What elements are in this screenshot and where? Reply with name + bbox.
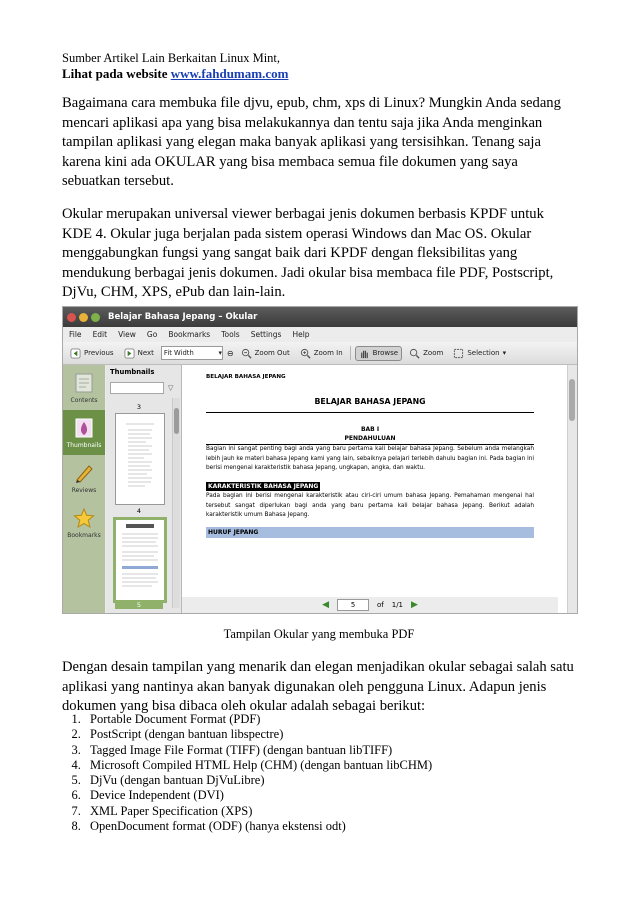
formats-list — [62, 712, 432, 834]
arrow-right-icon — [124, 348, 135, 359]
menu-tools[interactable]: Tools — [221, 330, 240, 339]
scrollbar-knob[interactable] — [569, 379, 575, 421]
sidebar-label-contents: Contents — [70, 396, 98, 404]
okular-screenshot — [62, 306, 578, 614]
pdf-subheading: KARAKTERISTIK BAHASA JEPANG — [208, 482, 319, 490]
thumb-page-number: 3 — [136, 403, 142, 411]
selection-icon — [453, 348, 464, 359]
maximize-window-icon[interactable] — [91, 313, 100, 322]
menu-go[interactable]: Go — [146, 330, 158, 339]
minimize-window-icon[interactable] — [79, 313, 88, 322]
contents-icon — [74, 372, 94, 394]
zoom-in-label: Zoom In — [313, 349, 343, 357]
thumbnails-header: Thumbnails — [110, 368, 155, 376]
zoom-out-button[interactable] — [238, 347, 293, 360]
page-navigation-bar — [182, 597, 558, 613]
window-titlebar — [63, 307, 577, 327]
hand-icon — [359, 348, 370, 359]
thumbnails-panel — [106, 365, 182, 613]
pencil-icon — [73, 462, 95, 484]
magnifier-plus-icon — [300, 348, 311, 359]
menu-help[interactable]: Help — [292, 330, 310, 339]
paragraph-intro: Bagaimana cara membuka file djvu, epub, chm, xps di Linux? Mungkin Anda sedang mencari aplikasi apa yang bisa melakukannya dan tentu saja jika Anda menginkan tampilan aplikasi yang elegan maka banyak aplikasi yang tersisihkan. Tenang saja karena kini ada OKULAR yang bisa membaca semua file dokumen yang saya sebuatkan tersebut. — [62, 95, 561, 190]
pdf-chapter-title: PENDAHULUAN — [344, 435, 396, 442]
sidebar-label-bookmarks: Bookmarks — [67, 531, 101, 539]
pdf-paragraph: Bagian ini sangat penting bagi anda yang baru pertama kali belajar bahasa Jepang. Sebelum anda melangkah lebih jauh ke materi bahasa Jepang kami yang lain, sebaiknya pelajari terlebih dahulu bagian ini. Pada bagian ini berisi mengenai karakteristik bahasa Jepang, ungkapan, angka, dan waktu. — [206, 446, 534, 471]
thumbnails-filter — [106, 380, 181, 396]
page-preview — [116, 520, 164, 600]
main-toolbar — [63, 342, 577, 365]
paragraph-formats-intro: Dengan desain tampilan yang menarik dan elegan menjadikan okular sebagai salah satu aplikasi yang nantinya akan banyak digunakan oleh pengguna Linux. Adapun jenis dokumen yang bisa dibaca oleh okular adalah sebagai berikut: — [62, 659, 574, 715]
selection-tool-button[interactable] — [450, 347, 509, 360]
pdf-title: BELAJAR BAHASA JEPANG — [314, 396, 426, 406]
sidebar-item-bookmarks[interactable] — [63, 500, 105, 545]
sidebar-label-reviews: Reviews — [71, 486, 97, 494]
thumbnail-page-4-selected[interactable] — [113, 517, 167, 603]
chevron-down-icon: ▾ — [502, 349, 507, 357]
document-scrollbar[interactable] — [567, 365, 577, 613]
zoom-select-value: Fit Width — [163, 349, 194, 357]
zoom-select[interactable] — [161, 346, 223, 360]
magnifier-icon — [409, 348, 420, 359]
figure-caption: Tampilan Okular yang membuka PDF — [223, 627, 415, 641]
selection-label: Selection — [467, 349, 500, 357]
zoom-reset-icon[interactable]: ⊖ — [226, 348, 234, 358]
list-item: 3. Tagged Image File Format (TIFF) (dengan bantuan libTIFF) — [84, 743, 432, 758]
star-icon — [73, 507, 95, 529]
window-title: Belajar Bahasa Jepang – Okular — [108, 312, 258, 322]
chevron-down-icon: ▾ — [218, 349, 222, 357]
magnifier-minus-icon — [241, 348, 252, 359]
menu-settings[interactable]: Settings — [250, 330, 282, 339]
close-window-icon[interactable] — [67, 313, 76, 322]
list-item: 7. XML Paper Specification (XPS) — [84, 804, 432, 819]
pdf-chapter-number: BAB I — [360, 426, 380, 433]
document-view — [182, 365, 568, 613]
zoom-in-button[interactable] — [297, 347, 346, 360]
scrollbar-knob[interactable] — [174, 408, 179, 434]
website-link[interactable]: www.fahdumam.com — [170, 66, 289, 81]
next-label: Next — [137, 349, 154, 357]
browse-label: Browse — [372, 349, 399, 357]
list-item: 5. DjVu (dengan bantuan DjVuLibre) — [84, 773, 432, 788]
paragraph-okular: Okular merupakan universal viewer berbagai jenis dokumen berbasis KPDF untuk KDE 4. Okular juga berjalan pada sistem operasi Windows dan Mac OS. Okular menggabungkan fungsi yang sangat baik dari KPDF dengan fleksibilitas yang mendukung berbagai jenis dokumen. Jadi okular bisa membaca file PDF, Postscript, DjVu, CHM, XPS, ePub dan lain-lain. — [62, 206, 554, 301]
sidebar-item-reviews[interactable] — [63, 455, 105, 500]
sidebar-item-thumbnails[interactable] — [63, 410, 105, 455]
pdf-section-band: HURUF JEPANG — [206, 527, 534, 539]
source-prefix: Lihat pada website — [62, 66, 171, 81]
browse-tool-button[interactable] — [355, 346, 403, 361]
thumbnails-icon — [73, 417, 95, 439]
list-item: 6. Device Independent (DVI) — [84, 788, 432, 803]
next-button[interactable] — [121, 347, 157, 360]
source-line-2 — [62, 66, 288, 81]
pdf-running-header: BELAJAR BAHASA JEPANG — [206, 374, 286, 380]
next-page-icon[interactable]: ▶ — [411, 600, 418, 610]
sidebar-label-thumbnails: Thumbnails — [66, 441, 102, 449]
sidebar-item-contents[interactable] — [63, 365, 105, 410]
page-number-input[interactable]: 5 — [337, 599, 369, 611]
page-preview — [116, 414, 164, 504]
zoom-out-label: Zoom Out — [254, 349, 290, 357]
filter-icon[interactable]: ▽ — [168, 384, 174, 392]
arrow-left-icon — [70, 348, 81, 359]
pdf-page — [206, 365, 534, 613]
menu-bookmarks[interactable]: Bookmarks — [168, 330, 211, 339]
page-of-label: of — [376, 601, 384, 609]
list-item: 1. Portable Document Format (PDF) — [84, 712, 432, 727]
thumbnails-scrollbar[interactable] — [172, 398, 180, 608]
menu-view[interactable]: View — [118, 330, 136, 339]
pdf-paragraph: Pada bagian ini berisi mengenai karakteristik atau ciri-ciri umum bahasa Jepang. Pemahaman mengenai hal tersebut sangat diperlukan bagi anda yang baru pertama kali belajar bahasa Jepang. Berikut adalah karakteristik umum Bahasa Jepang. — [206, 493, 534, 518]
list-item: 4. Microsoft Compiled HTML Help (CHM) (dengan bantuan libCHM) — [84, 758, 432, 773]
menu-edit[interactable]: Edit — [92, 330, 108, 339]
menu-bar — [63, 327, 577, 342]
menu-file[interactable]: File — [69, 330, 82, 339]
thumbnail-search-input[interactable] — [110, 382, 164, 394]
thumb-page-number: 5 — [115, 601, 163, 609]
source-note — [62, 51, 288, 81]
page-total-label: 1/1 — [391, 601, 403, 609]
pdf-chapter — [206, 425, 534, 443]
list-item: 8. OpenDocument format (ODF) (hanya ekstensi odt) — [84, 819, 432, 834]
previous-label: Previous — [84, 349, 114, 357]
thumb-page-number: 4 — [136, 507, 142, 515]
previous-page-icon[interactable]: ◀ — [322, 600, 329, 610]
zoom-tool-label: Zoom — [423, 349, 444, 357]
thumbnail-page-3[interactable] — [115, 413, 165, 505]
toolbar-separator — [350, 346, 351, 360]
list-item: 2. PostScript (dengan bantuan libspectre) — [84, 727, 432, 742]
previous-button[interactable] — [67, 347, 117, 360]
zoom-tool-button[interactable] — [406, 347, 446, 360]
source-line-1: Sumber Artikel Lain Berkaitan Linux Mint, — [62, 51, 281, 65]
sidebar — [63, 365, 105, 613]
